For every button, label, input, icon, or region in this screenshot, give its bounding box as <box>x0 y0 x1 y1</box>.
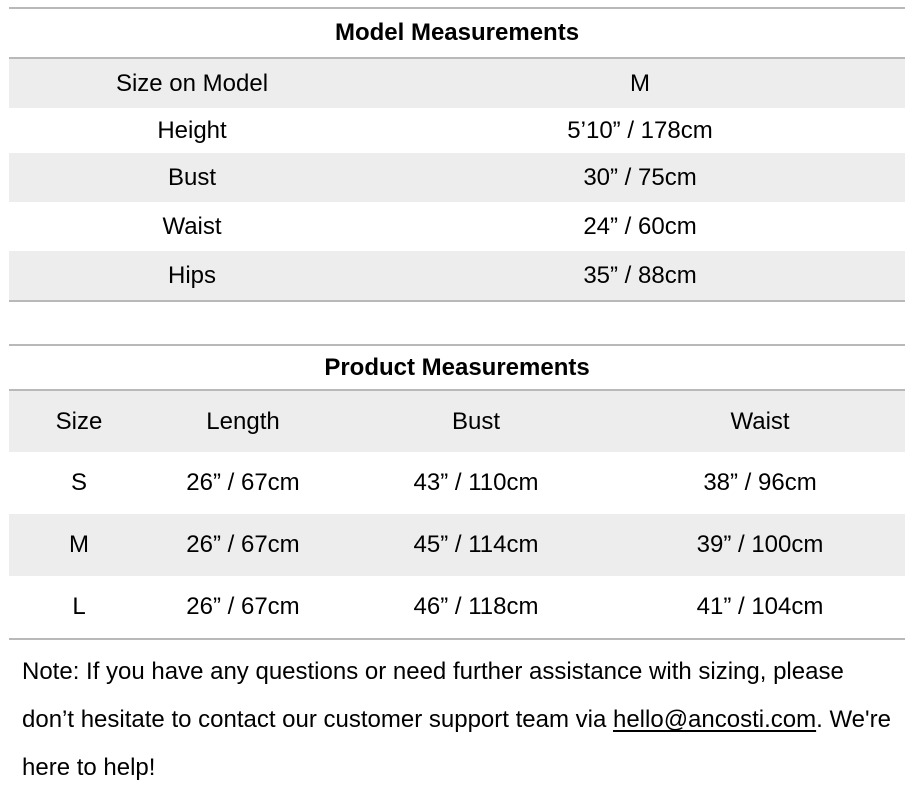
note-text: Note: If you have any questions or need further assistance with sizing, please don’t hesitate to contact our customer support team via <box>22 658 844 733</box>
table-cell: 38” / 96cm <box>703 469 817 496</box>
sizing-note <box>22 648 902 792</box>
table-cell: 41” / 104cm <box>696 593 824 620</box>
table-cell: 26” / 67cm <box>186 593 300 620</box>
row-label: Bust <box>9 153 375 202</box>
row-value: 24” / 60cm <box>583 212 697 240</box>
table-header-row <box>9 390 905 452</box>
note-text-end: . We're here to help! <box>22 706 891 781</box>
table-cell: 46” / 118cm <box>413 593 539 620</box>
table-cell: 26” / 67cm <box>186 469 300 496</box>
row-label: Hips <box>9 251 375 301</box>
column-header: Bust <box>337 390 615 452</box>
row-value: 35” / 88cm <box>375 251 905 301</box>
table-row <box>9 452 905 514</box>
row-value: M <box>375 58 905 108</box>
model-measurements-table <box>9 7 905 302</box>
product-table-title: Product Measurements <box>9 345 905 390</box>
table-title-row <box>9 8 905 58</box>
row-label: Waist <box>162 212 222 240</box>
table-row <box>9 202 905 251</box>
table-cell: M <box>9 514 149 576</box>
table-cell: L <box>72 593 86 620</box>
table-row <box>9 251 905 301</box>
column-header: Size <box>9 390 149 452</box>
table-cell: 43” / 110cm <box>413 469 539 496</box>
row-value: 5’10” / 178cm <box>567 116 713 144</box>
row-label: Height <box>157 116 227 144</box>
row-label: Size on Model <box>9 58 375 108</box>
row-value: 30” / 75cm <box>375 153 905 202</box>
table-title-row <box>9 345 905 390</box>
table-row <box>9 576 905 639</box>
table-cell: S <box>70 469 87 496</box>
table-cell: 45” / 114cm <box>337 514 615 576</box>
table-row <box>9 153 905 202</box>
column-header: Length <box>149 390 337 452</box>
table-row <box>9 108 905 153</box>
product-measurements-table <box>9 344 905 640</box>
table-cell: 26” / 67cm <box>149 514 337 576</box>
model-table-title: Model Measurements <box>9 8 905 58</box>
column-header: Waist <box>615 390 905 452</box>
table-cell: 39” / 100cm <box>615 514 905 576</box>
support-email-link[interactable]: hello@ancosti.com <box>612 706 817 733</box>
table-row <box>9 58 905 108</box>
table-row <box>9 514 905 576</box>
